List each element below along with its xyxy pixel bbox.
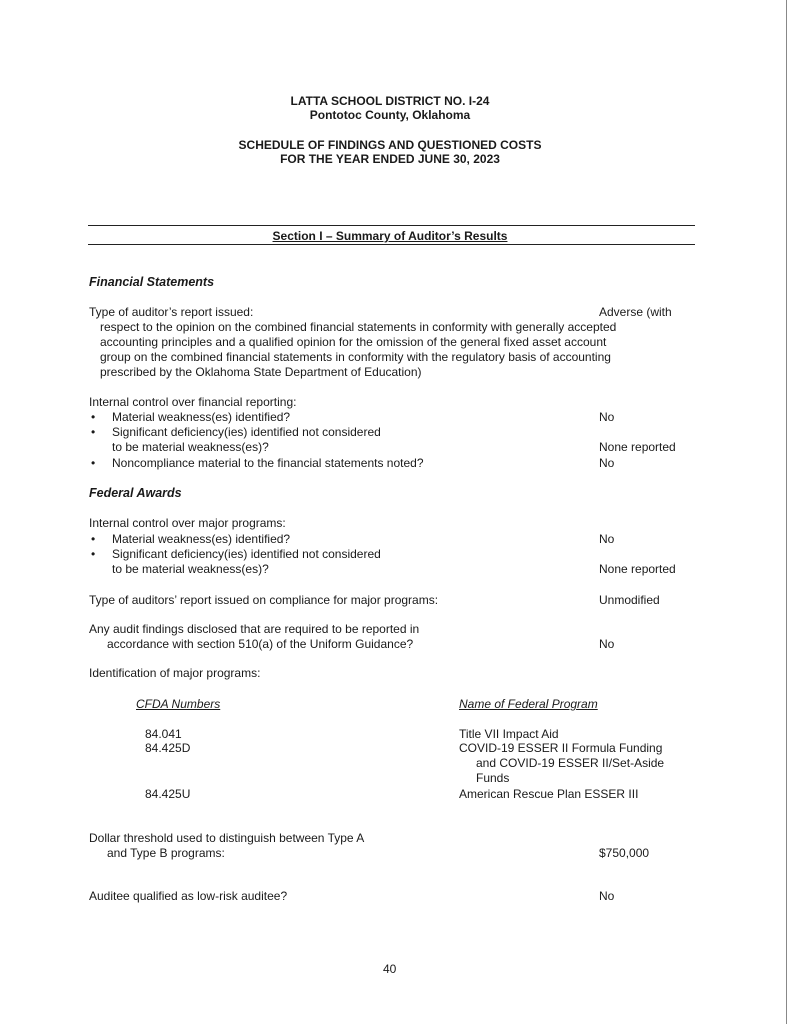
schedule-title: SCHEDULE OF FINDINGS AND QUESTIONED COSTS: [238, 138, 542, 152]
page-edge: [786, 0, 787, 1024]
program-name-cont: and COVID-19 ESSER II/Set-Aside: [476, 756, 665, 770]
fs-material-weakness-label: Material weakness(es) identified?: [112, 410, 291, 424]
section-title: Section I – Summary of Auditor’s Results: [272, 229, 508, 243]
report-type-line: accounting principles and a qualified opinion for the omission of the general fixed asset account: [100, 335, 607, 349]
financial-heading: Financial Statements: [89, 275, 215, 289]
compliance-report-value: Unmodified: [599, 593, 660, 607]
page-number: 40: [383, 962, 397, 976]
report-type-line: group on the combined financial statements in conformity with the regulatory basis of accounting: [100, 350, 611, 364]
cfda-number: 84.041: [145, 727, 182, 741]
program-name-cont: Funds: [476, 771, 510, 785]
report-type-line: respect to the opinion on the combined financial statements in conformity with generally accepted: [100, 320, 617, 334]
cfda-column-header: CFDA Numbers: [136, 697, 221, 711]
fs-significant-deficiency-label: Significant deficiency(ies) identified not considered: [112, 425, 381, 439]
section-top-rule: [88, 225, 695, 226]
fa-material-weakness-label: Material weakness(es) identified?: [112, 532, 291, 546]
fa-significant-deficiency-label-cont: to be material weakness(es)?: [112, 562, 269, 576]
fa-material-weakness-value: No: [599, 532, 615, 546]
low-risk-value: No: [599, 889, 615, 903]
program-column-header: Name of Federal Program: [459, 697, 598, 711]
bullet: •: [91, 456, 96, 470]
report-type-value: Adverse (with: [599, 305, 672, 319]
bullet: •: [91, 410, 96, 424]
fs-material-weakness-value: No: [599, 410, 615, 424]
threshold-value: $750,000: [599, 846, 650, 860]
bullet: •: [91, 547, 96, 561]
district-name: LATTA SCHOOL DISTRICT NO. I-24: [290, 94, 490, 108]
fa-internal-control-label: Internal control over major programs:: [89, 516, 286, 530]
major-programs-label: Identification of major programs:: [89, 666, 261, 680]
report-type-label: Type of auditor’s report issued:: [89, 305, 254, 319]
fs-internal-control-label: Internal control over financial reporting:: [89, 395, 297, 409]
fs-significant-deficiency-value: None reported: [599, 440, 676, 454]
fa-significant-deficiency-value: None reported: [599, 562, 676, 576]
fs-noncompliance-label: Noncompliance material to the financial statements noted?: [112, 456, 424, 470]
federal-heading: Federal Awards: [89, 486, 182, 500]
report-type-line: prescribed by the Oklahoma State Department of Education): [100, 365, 422, 379]
compliance-report-label: Type of auditors’ report issued on compliance for major programs:: [89, 593, 439, 607]
county-name: Pontotoc County, Oklahoma: [309, 108, 471, 122]
bullet: •: [91, 425, 96, 439]
program-name: American Rescue Plan ESSER III: [459, 787, 639, 801]
threshold-label: Dollar threshold used to distinguish between Type A: [89, 831, 365, 845]
bullet: •: [91, 532, 96, 546]
low-risk-label: Auditee qualified as low-risk auditee?: [89, 889, 288, 903]
fs-significant-deficiency-label-cont: to be material weakness(es)?: [112, 440, 269, 454]
program-name: Title VII Impact Aid: [459, 727, 559, 741]
fs-noncompliance-value: No: [599, 456, 615, 470]
program-name: COVID-19 ESSER II Formula Funding: [459, 741, 663, 755]
schedule-period: FOR THE YEAR ENDED JUNE 30, 2023: [280, 152, 500, 166]
audit-findings-label: Any audit findings disclosed that are required to be reported in: [89, 622, 420, 636]
cfda-number: 84.425D: [145, 741, 191, 755]
audit-findings-label-cont: accordance with section 510(a) of the Uniform Guidance?: [107, 637, 414, 651]
threshold-label-cont: and Type B programs:: [107, 846, 225, 860]
audit-findings-value: No: [599, 637, 615, 651]
cfda-number: 84.425U: [145, 787, 191, 801]
fa-significant-deficiency-label: Significant deficiency(ies) identified not considered: [112, 547, 381, 561]
section-bottom-rule: [88, 244, 695, 245]
